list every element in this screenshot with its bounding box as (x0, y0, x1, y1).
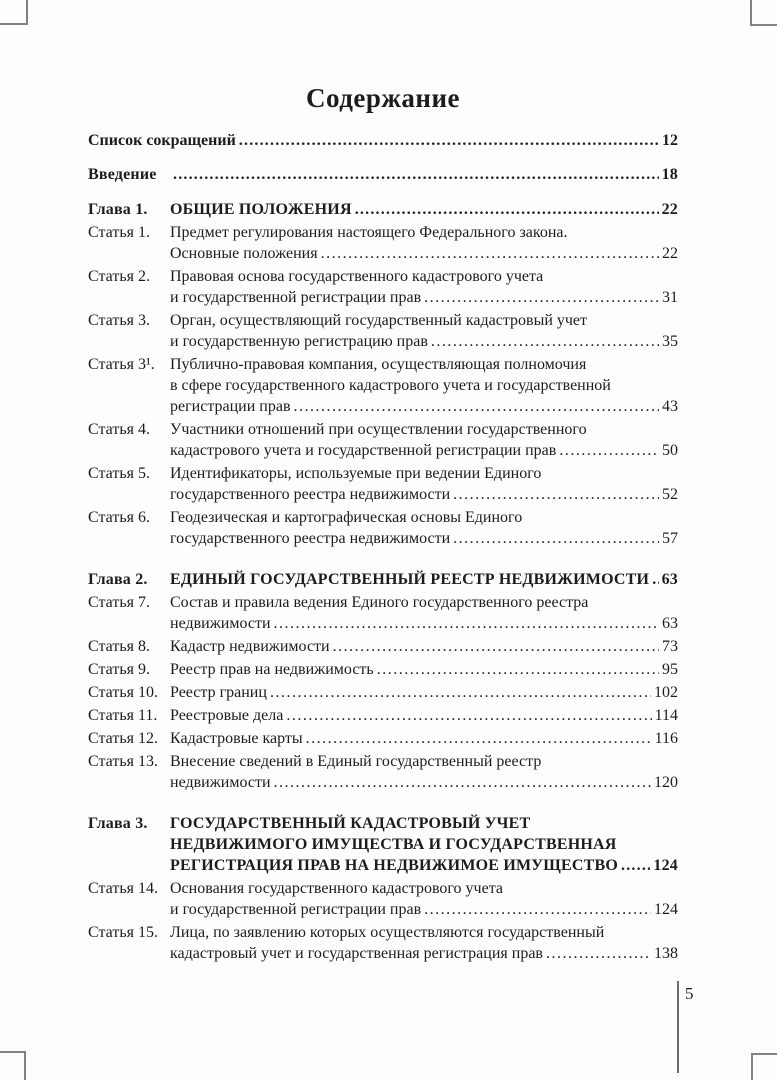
toc-entry-label: Статья 12. (88, 730, 158, 747)
toc-entry-page: 35 (662, 333, 678, 350)
toc-entry-title-line: Публично-правовая компания, осуществляющая полномочия (170, 356, 587, 373)
toc-entry (88, 569, 678, 590)
toc-entry-title (170, 164, 678, 185)
corner-mark-bottom-left (0, 1051, 26, 1080)
corner-mark-top-left (0, 0, 28, 25)
toc-entry-title-text: и государственную регистрацию прав (170, 333, 428, 350)
dot-leader (294, 396, 659, 417)
toc-entry-label: Статья 13. (88, 753, 158, 770)
toc-entry-label: Статья 7. (88, 594, 150, 611)
toc-entry-title (170, 569, 678, 590)
toc-entry-page: 124 (654, 901, 678, 918)
toc-entry-label: Статья 8. (88, 638, 150, 655)
dot-leader (286, 705, 651, 726)
toc-entry-title-line: Правовая основа государственного кадастрового учета (170, 268, 544, 285)
toc-entry-title (170, 310, 678, 352)
toc-entry (88, 659, 678, 680)
toc-entry (88, 682, 678, 703)
toc-entry-title-line (170, 569, 678, 590)
toc-entry-title-text: недвижимости (170, 774, 271, 791)
toc-entry (88, 419, 678, 461)
toc-entry-page: 63 (662, 615, 678, 632)
toc-entry-title-line (170, 728, 678, 749)
toc-entry-title (170, 463, 678, 505)
toc-entry-title-text: кадастрового учета и государственной регистрации прав (170, 442, 557, 459)
toc-entry-label: Статья 2. (88, 268, 150, 285)
dot-leader (355, 199, 659, 220)
toc-entry-title-line: Основания государственного кадастрового учета (170, 880, 503, 897)
dot-leader (546, 943, 651, 964)
toc-entry-title-line (170, 484, 678, 505)
dot-leader (559, 440, 659, 461)
toc-entry-title-text: Кадастровые карты (170, 730, 303, 747)
toc-entry-title-text: РЕГИСТРАЦИЯ ПРАВ НА НЕДВИЖИМОЕ ИМУЩЕСТВО (170, 857, 619, 874)
toc-entry-title-text: и государственной регистрации прав (170, 901, 422, 918)
toc-entry-label: Глава 2. (88, 571, 148, 588)
folio-divider-line (677, 981, 679, 1073)
toc-entry-label: Статья 14. (88, 880, 158, 897)
toc-entry-title-line: Идентификаторы, используемые при ведении Единого (170, 465, 542, 482)
toc-entry-title-line: НЕДВИЖИМОГО ИМУЩЕСТВА И ГОСУДАРСТВЕННАЯ (170, 836, 617, 853)
toc-entry (88, 199, 678, 220)
dot-leader (239, 132, 659, 150)
toc-entry-title (170, 419, 678, 461)
toc-entry-page: 18 (661, 166, 678, 183)
toc-entry-page: 57 (662, 530, 678, 547)
toc-entry-title-text: Основные положения (170, 245, 318, 262)
toc-entry-label: Статья 1. (88, 224, 150, 241)
dot-leader (333, 636, 659, 657)
toc-content (88, 82, 678, 964)
toc-entry-title-line: Предмет регулирования настоящего Федерального закона. (170, 224, 568, 241)
toc-entry-label: Статья 5. (88, 465, 150, 482)
toc-entry (88, 310, 678, 352)
toc-entry (88, 751, 678, 793)
toc-entry-title (170, 705, 678, 726)
toc-entry-title-line: ГОСУДАРСТВЕННЫЙ КАДАСТРОВЫЙ УЧЕТ (170, 815, 531, 832)
toc-entry-title (170, 728, 678, 749)
toc-entry-title-line: Геодезическая и картографическая основы Единого (170, 509, 523, 526)
toc-entry-label: Статья 15. (88, 924, 158, 941)
toc-entry-label: Статья 6. (88, 509, 150, 526)
toc-entry-title-text: ОБЩИЕ ПОЛОЖЕНИЯ (170, 201, 352, 218)
dot-leader (173, 164, 659, 185)
toc-entry-title-line (170, 199, 678, 220)
dot-leader (306, 728, 652, 749)
toc-entry-title-line: Орган, осуществляющий государственный кадастровый учет (170, 312, 588, 329)
toc-entry-title-line (170, 682, 678, 703)
toc-entry (88, 463, 678, 505)
toc-entry-title-line: Лица, по заявлению которых осуществляются государственный (170, 924, 605, 941)
toc-entry-title (170, 751, 678, 793)
dot-leader (377, 659, 659, 680)
toc-entry-title (170, 878, 678, 920)
dot-leader (274, 613, 659, 634)
toc-entry-page: 43 (662, 398, 678, 415)
toc-entry-label: Статья 10. (88, 684, 158, 701)
toc-entry-title-text: Реестр прав на недвижимость (170, 661, 374, 678)
toc-entry-title-line (170, 705, 678, 726)
toc-entry-label: Статья 3. (88, 312, 150, 329)
toc-entry-title-line (170, 440, 678, 461)
toc-entry (88, 878, 678, 920)
toc-entry-title (170, 636, 678, 657)
toc-entry-title-text: государственного реестра недвижимости (170, 530, 451, 547)
toc-entry-page: 52 (662, 486, 678, 503)
toc-entry-page: 50 (662, 442, 678, 459)
toc-entry-page: 73 (662, 638, 678, 655)
toc-entry-label: Статья 9. (88, 661, 150, 678)
toc-entry (88, 507, 678, 549)
toc-entry-title-text: ЕДИНЫЙ ГОСУДАРСТВЕННЫЙ РЕЕСТР НЕДВИЖИМОСТИ (170, 571, 650, 588)
toc-entry-title-text: Кадастр недвижимости (170, 638, 330, 655)
toc-entry (88, 813, 678, 876)
toc-entry-title-line (170, 164, 678, 185)
toc-entry (88, 164, 678, 185)
toc-entry-title (170, 922, 678, 964)
toc-entry-title-line: Внесение сведений в Единый государственный реестр (170, 753, 542, 770)
toc-entry-title-text: кадастровый учет и государственная регистрация прав (170, 945, 543, 962)
dot-leader (424, 899, 651, 920)
dot-leader (621, 855, 650, 876)
toc-entry-label: Статья 3¹. (88, 356, 155, 373)
toc-entry-title-text: Реестровые дела (170, 707, 284, 724)
toc-entry (88, 705, 678, 726)
toc-entry-label: Глава 3. (88, 815, 148, 832)
toc-entry-title (170, 266, 678, 308)
toc-entry-title-line (170, 243, 678, 264)
toc-entry-page: 22 (662, 245, 678, 262)
toc-entry-title-text: и государственной регистрации прав (170, 289, 422, 306)
toc-entry-title-text: недвижимости (170, 615, 271, 632)
toc-entry (88, 354, 678, 417)
toc-entry-title-line (170, 855, 678, 876)
toc-entry-label: Глава 1. (88, 201, 148, 218)
toc-entry-title-line (170, 287, 678, 308)
toc-entry-page: 116 (654, 730, 678, 747)
toc-entry-title-line (170, 899, 678, 920)
toc-entry-label: Список сокращений (88, 132, 236, 149)
toc-entry-page: 12 (662, 132, 678, 149)
toc-entry-title (170, 659, 678, 680)
page-title: Содержание (305, 83, 461, 113)
toc-entry (88, 592, 678, 634)
page-number: 5 (685, 984, 694, 1003)
dot-leader (431, 331, 659, 352)
toc-entry-title-text: регистрации прав (170, 398, 291, 415)
toc-entry (88, 266, 678, 308)
corner-mark-top-right (750, 0, 777, 26)
toc-entry-title (170, 813, 678, 876)
toc-entry (88, 132, 678, 150)
toc-entry-label: Статья 11. (88, 707, 158, 724)
dot-leader (274, 772, 651, 793)
toc-entry-title (170, 199, 678, 220)
toc-entry (88, 636, 678, 657)
toc-entry-title-line: Состав и правила ведения Единого государственного реестра (170, 594, 589, 611)
toc-entry-title-text: Реестр границ (170, 684, 267, 701)
toc-entry (88, 728, 678, 749)
dot-leader (453, 484, 659, 505)
toc-entry-title-line (170, 396, 678, 417)
toc-entry-page: 22 (661, 201, 678, 218)
toc-entry-title-text: государственного реестра недвижимости (170, 486, 451, 503)
toc-entry-title (170, 682, 678, 703)
dot-leader (453, 528, 659, 549)
toc-entry (88, 222, 678, 264)
toc-entry-title-line: Участники отношений при осуществлении государственного (170, 421, 587, 438)
toc-entry-page: 102 (654, 684, 678, 701)
dot-leader (270, 682, 651, 703)
toc-entry-page: 138 (654, 945, 678, 962)
toc-entry-title (170, 592, 678, 634)
dot-leader (321, 243, 659, 264)
toc-entry-label: Статья 4. (88, 421, 150, 438)
toc-entry-title-line (170, 528, 678, 549)
toc-entry-title (170, 222, 678, 264)
toc-entry-title-line (170, 613, 678, 634)
toc-entry-title-line (170, 331, 678, 352)
toc-entry-title-line (170, 943, 678, 964)
toc-entry (88, 922, 678, 964)
toc-entry-page: 31 (662, 289, 678, 306)
toc-entry-title-line (170, 772, 678, 793)
corner-mark-bottom-right (751, 1053, 777, 1080)
toc-entry-page: 120 (654, 774, 678, 791)
toc-list (88, 132, 678, 964)
toc-entry-title (170, 507, 678, 549)
toc-entry-page: 114 (654, 707, 678, 724)
toc-entry-page: 124 (653, 857, 678, 874)
toc-entry-title (170, 354, 678, 417)
toc-entry-title-line (170, 636, 678, 657)
toc-entry-label: Введение (88, 166, 157, 183)
dot-leader (424, 287, 659, 308)
toc-entry-page: 63 (661, 571, 678, 588)
toc-entry-title-line (170, 659, 678, 680)
toc-entry-page: 95 (662, 661, 678, 678)
toc-entry-title-line: в сфере государственного кадастрового учета и государственной (170, 377, 611, 394)
